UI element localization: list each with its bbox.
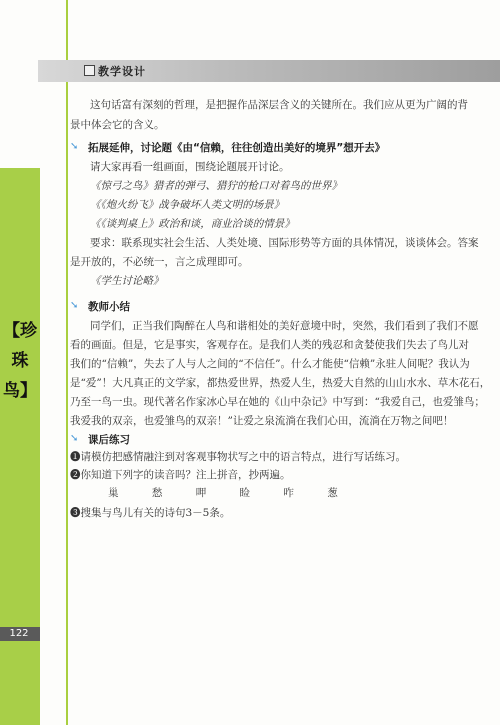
page-number: 122 <box>9 628 29 639</box>
character: 愁 <box>151 487 163 499</box>
body-line: 我们的“信赖”，失去了人与人之间的“不信任”。什么才能使“信赖”永驻人间呢？我认为 <box>70 358 470 370</box>
character-list <box>108 485 368 500</box>
body-line: 《学生讨论略》 <box>90 275 164 287</box>
body-line: 是开放的，不必统一，言之成理即可。 <box>70 256 249 268</box>
checkbox-icon <box>84 65 95 76</box>
section-heading: 拓展延伸，讨论题《由“信赖，往往创造出美好的境界”想开去》 <box>88 142 386 154</box>
character: 巢 <box>108 487 119 499</box>
body-line: 乃至一鸟一虫。现代著名作家冰心早在她的《山中杂记》中写到：“我爱自己，也爱雏鸟； <box>70 396 485 408</box>
side-label-line: 鸟】 <box>3 381 37 401</box>
arrow-icon: ➘ <box>70 141 79 152</box>
intro-line: 这句话富有深刻的哲理，是把握作品深层含义的关键所在。我们应从更为广阔的背 <box>90 99 468 111</box>
side-lesson-label <box>2 316 38 406</box>
arrow-icon: ➘ <box>70 433 79 444</box>
body-line: 我爱我的双亲，也爱雏鸟的双亲！”让爱之泉流淌在我们心田，流淌在万物之间吧！ <box>70 415 454 427</box>
green-margin-line <box>66 0 68 725</box>
body-line: 同学们，正当我们陶醉在人鸟和谐相处的美好意境中时，突然，我们看到了我们不愿 <box>90 320 479 332</box>
exercise-item: ❸搜集与鸟儿有关的诗句3－5条。 <box>70 507 231 519</box>
left-sidebar-band <box>0 168 40 725</box>
character: 呷 <box>195 487 207 499</box>
intro-line: 景中体会它的含义。 <box>70 119 165 131</box>
exercise-item: ❶请模仿把感情融注到对客观事物状写之中的语言特点，进行写话练习。 <box>70 451 406 463</box>
section-heading: 课后练习 <box>88 434 130 446</box>
arrow-icon: ➘ <box>70 300 79 311</box>
body-line: 要求：联系现实社会生活、人类处境、国际形势等方面的具体情况，谈谈体会。答案 <box>90 237 479 249</box>
section-heading: 教师小结 <box>88 301 130 313</box>
character: 睑 <box>239 487 251 499</box>
character: 葱 <box>327 487 338 499</box>
body-line: 看的画面。但是，它是事实，客观存在。是我们人类的残忍和贪婪使我们失去了鸟儿对 <box>70 339 469 351</box>
side-label-line: 【珍 <box>3 321 37 341</box>
list-item: 《《谈判桌上》政治和谈，商业洽谈的情景》 <box>90 218 295 230</box>
header-title: 教学设计 <box>98 65 146 78</box>
exercise-item: ❷你知道下列字的读音吗？注上拼音，抄两遍。 <box>70 469 291 481</box>
list-item: 《《炮火纷飞》战争破坏人类文明的场景》 <box>90 199 285 211</box>
body-line: 是“爱”！大凡真正的文学家，都热爱世界，热爱人生，热爱大自然的山山水水、草木花石， <box>70 377 491 389</box>
side-label-line: 珠 <box>11 351 29 371</box>
list-item: 《惊弓之鸟》猎者的弹弓、猎狞的枪口对着鸟的世界》 <box>90 180 342 192</box>
character: 咋 <box>283 487 294 499</box>
body-line: 请大家再看一组画面，围绕论题展开讨论。 <box>90 161 290 173</box>
